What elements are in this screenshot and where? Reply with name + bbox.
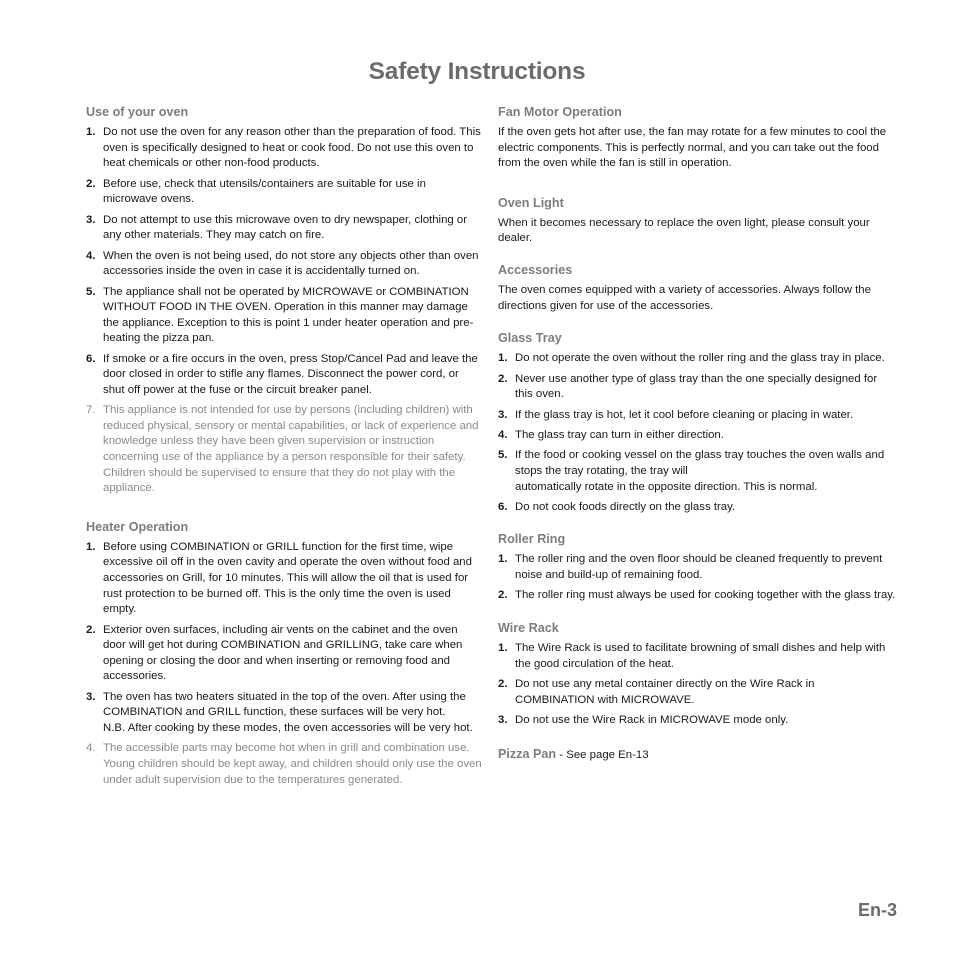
item-text: Never use another type of glass tray than the one specially designed for this oven. [515,372,878,401]
item-text: Do not use the oven for any reason other than the preparation of food. This oven is specifically designed to heat or cook food. Do not use this oven to heat chemicals or other non-food products. [103,126,481,170]
item-number: 2. [498,372,508,385]
section-text: The oven comes equipped with a variety of accessories. Always follow the directions given for use of the accessories. [498,283,871,312]
item-text: If smoke or a fire occurs in the oven, press Stop/Cancel Pad and leave the door closed in order to stifle any flames. Disconnect the power cord, or shut off power at the fuse or the circuit breaker panel. [103,352,478,396]
list-item [86,741,483,788]
list-item [86,125,483,172]
section-heading: Accessories [498,262,573,277]
heater-operation-list [86,540,483,788]
item-text: If the glass tray is hot, let it cool before cleaning or placing in water. [515,408,854,421]
item-number: 6. [86,352,96,365]
page-reference: - See page En-13 [556,748,649,761]
list-item [498,641,896,672]
list-item [86,285,483,347]
list-item [498,500,896,516]
section-heading: Fan Motor Operation [498,105,622,119]
item-number: 4. [86,742,96,755]
list-item [498,428,896,444]
item-text: Do not use any metal container directly on the Wire Rack in COMBINATION with MICROWAVE. [515,678,815,706]
item-number: 1. [498,642,508,655]
item-number: 5. [86,285,96,298]
use-of-oven-list [86,125,483,497]
page-number: En-3 [857,900,897,920]
list-item [498,372,896,403]
wire-rack-list [498,641,896,729]
section-roller-ring [498,531,896,604]
section-text: If the oven gets hot after use, the fan may rotate for a few minutes to cool the electric components. This is perfectly normal, and you can take out the food from the oven while the fan is still in operation. [498,126,887,170]
list-item [86,690,483,737]
item-text: The appliance shall not be operated by MICROWAVE or COMBINATION WITHOUT FOOD IN THE OVEN. Operation in this manner may damage the appliance. Exception to this is point 1 under heater operation and pre-heating the pizza pan. [103,285,474,345]
list-item [86,249,483,280]
list-item [86,177,483,208]
section-pizza-pan [498,745,896,763]
list-item [498,448,896,495]
section-wire-rack [498,620,896,729]
page-title: Safety Instructions [368,58,586,85]
item-text: When the oven is not being used, do not store any objects other than oven accessories inside the oven in case it is accidentally turned on. [103,249,479,278]
list-item [86,403,483,497]
section-heading: Use of your oven [86,105,189,119]
list-item [498,677,896,708]
item-number: 7. [86,404,96,417]
section-use-of-oven [86,104,483,497]
item-number: 2. [86,623,96,636]
item-number: 4. [86,249,96,262]
item-text: The Wire Rack is used to facilitate browning of small dishes and help with the good circulation of the heat. [515,642,886,670]
item-text: The oven has two heaters situated in the top of the oven. After using the COMBINATION and GRILL function, these surfaces will be very hot. N.B. After cooking by these modes, the oven accessories will be very hot. [103,690,473,734]
item-number: 1. [86,126,96,138]
section-heading: Oven Light [498,195,564,210]
item-number: 2. [86,177,96,190]
item-text: The roller ring and the oven floor should be cleaned frequently to prevent noise and build-up of remaining food. [515,553,883,582]
item-number: 1. [86,540,96,553]
item-text: Do not use the Wire Rack in MICROWAVE mode only. [515,714,789,727]
section-glass-tray [498,330,896,515]
left-column [86,104,483,810]
item-number: 6. [498,500,508,513]
section-heater-operation [86,519,483,788]
item-number: 1. [498,352,508,365]
item-text: Do not operate the oven without the roller ring and the glass tray in place. [515,352,885,365]
item-number: 1. [498,553,508,566]
section-heading: Pizza Pan [498,746,557,761]
section-accessories [498,262,896,314]
item-number: 5. [498,449,508,462]
item-text: Do not attempt to use this microwave oven to dry newspaper, clothing or any other materials. They may catch on fire. [103,213,468,242]
list-item [86,213,483,244]
item-number: 3. [498,714,508,727]
item-number: 3. [86,690,96,703]
item-number: 3. [498,408,508,421]
section-text: When it becomes necessary to replace the oven light, please consult your dealer. [498,216,870,245]
list-item [86,352,483,399]
item-text: Before using COMBINATION or GRILL function for the first time, wipe excessive oil off in the oven cavity and operate the oven without food and accessories on Grill, for 10 minutes. This will allow the oil that is used for rust protection to be burned off. This is the only time the oven is used empty. [103,540,472,616]
list-item [498,713,896,729]
item-text: Exterior oven surfaces, including air vents on the cabinet and the oven door will get hot during COMBINATION and GRILLING, take care when opening or closing the door and when inserting or removing food and accessories. [103,623,463,683]
section-heading: Heater Operation [86,519,189,534]
glass-tray-list [498,351,896,515]
right-column [498,104,896,785]
item-number: 4. [498,428,508,441]
item-text: Before use, check that utensils/containers are suitable for use in microwave ovens. [103,177,426,206]
item-number: 3. [86,213,96,226]
list-item [498,588,896,604]
item-number: 2. [498,589,508,602]
item-text: Do not cook foods directly on the glass tray. [515,500,736,513]
list-item [86,623,483,685]
section-fan-motor [498,104,896,172]
list-item [498,552,896,583]
section-heading: Glass Tray [498,331,562,346]
list-item [498,351,896,367]
section-heading: Wire Rack [498,621,559,636]
roller-ring-list [498,552,896,604]
item-number: 2. [498,678,508,691]
section-oven-light [498,195,896,247]
item-text: If the food or cooking vessel on the glass tray touches the oven walls and stops the tray rotating, the tray will automatically rotate in the opposite direction. This is normal. [515,449,885,493]
item-text: The accessible parts may become hot when in grill and combination use. Young children should be kept away, and children should only use the oven under adult supervision due to the temperatures generated. [103,742,482,786]
item-text: The roller ring must always be used for cooking together with the glass tray. [515,589,896,602]
section-heading: Roller Ring [498,532,566,547]
list-item [86,540,483,618]
list-item [498,408,896,424]
item-text: The glass tray can turn in either direction. [515,428,724,441]
item-text: This appliance is not intended for use by persons (including children) with reduced physical, sensory or mental capabilities, or lack of experience and knowledge unless they have been given supervision or instruction concerning use of the appliance by a person responsible for their safety. Children should be supervised to ensure that they do not play with the appliance. [103,404,479,495]
